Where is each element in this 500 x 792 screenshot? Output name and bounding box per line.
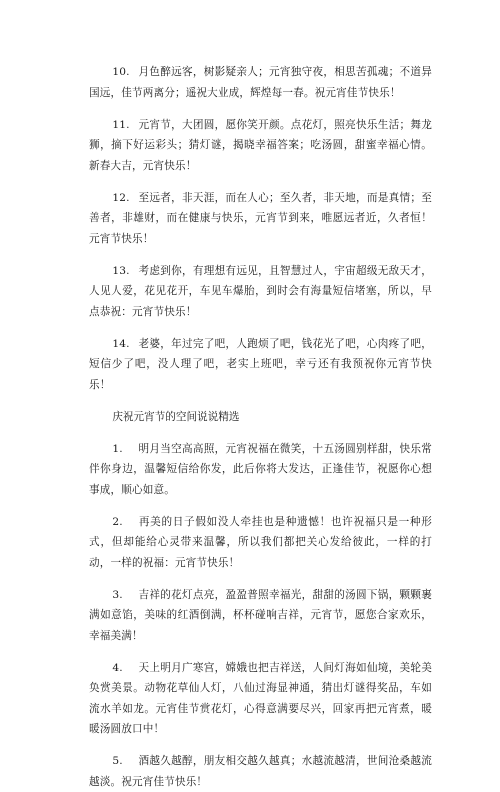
list-item: [89, 261, 432, 323]
item-number: 13.: [112, 261, 138, 282]
item-text: 考虑到你，有理想有远见，且智慧过人，宇宙超级无敌天才，人见人爱，花见花开，车见车爆胎，到时会有海量短信堵塞，所以，早点恭祝：元宵节快乐！: [89, 265, 432, 318]
item-number: 12.: [112, 188, 138, 209]
item-text: 明月当空高高照，元宵祝福在微笑，十五汤圆别样甜，快乐常伴你身边，温馨短信给你发，此后你将大发达，正逢佳节，祝愿你心想事成，顺心如意。: [89, 443, 432, 496]
item-text: 元宵节，大团圆，愿你笑开颜。点花灯，照亮快乐生活；舞龙狮，摘下好运彩头；猜灯谜，揭晓幸福答案；吃汤圆，甜蜜幸福心情。新春大吉，元宵快乐！: [89, 119, 432, 172]
list-item: [89, 751, 432, 792]
item-number: 4.: [112, 658, 138, 679]
list-item: [89, 334, 432, 396]
list-item: [89, 188, 432, 250]
item-number: 5.: [112, 751, 138, 772]
section-heading: 庆祝元宵节的空间说说精选: [89, 407, 432, 428]
list-item: [89, 115, 432, 177]
list-item: [89, 585, 432, 647]
list-item: [89, 512, 432, 574]
item-number: 2.: [112, 512, 138, 533]
item-number: 11.: [112, 115, 138, 136]
section-greetings-2: [89, 439, 432, 792]
item-number: 14.: [112, 334, 138, 355]
item-text: 老婆，年过完了吧，人跑烦了吧，钱花光了吧，心肉疼了吧，短信少了吧，没人理了吧，老实上班吧，幸亏还有我预祝你元宵节快乐！: [89, 338, 432, 391]
item-number: 1.: [112, 439, 138, 460]
list-item: [89, 658, 432, 740]
item-text: 吉祥的花灯点亮，盈盈普照幸福光，甜甜的汤圆下锅，颗颗裹满如意馅，美味的红酒倒满，杯杯碰响吉祥，元宵节，愿您合家欢乐，幸福美满！: [89, 589, 432, 642]
item-text: 酒越久越醇，朋友相交越久越真；水越流越清，世间沧桑越流越淡。祝元宵佳节快乐！: [89, 755, 432, 788]
list-item: [89, 439, 432, 501]
item-text: 至远者，非天涯，而在人心；至久者，非天地，而是真情；至善者，非雄财，而在健康与快乐，元宵节到来，唯愿远者近，久者恒！元宵节快乐！: [89, 192, 432, 245]
item-number: 10.: [112, 62, 138, 83]
list-item: [89, 62, 432, 103]
item-number: 3.: [112, 585, 138, 606]
section-greetings-1: [89, 62, 432, 395]
item-text: 天上明月广寒宫，嫦娥也把吉祥送，人间灯海如仙境，美轮美奂赏美景。动物花草仙人灯，八仙过海显神通，猜出灯谜得奖品，车如流水羊如龙。元宵佳节赏花灯，心得意满要尽兴，回家再把元宵煮，暖暖汤圆放口中！: [89, 662, 432, 736]
item-text: 月色醉远客，树影疑亲人；元宵独守夜，相思苦孤魂；不道异国远，佳节两离分；遥祝大业成，辉煌每一春。祝元宵佳节快乐！: [89, 66, 432, 99]
item-text: 再美的日子假如没人牵挂也是种遗憾！也许祝福只是一种形式，但却能给心灵带来温馨，所以我们都把关心发给彼此，一样的打动，一样的祝福：元宵节快乐！: [89, 516, 432, 569]
